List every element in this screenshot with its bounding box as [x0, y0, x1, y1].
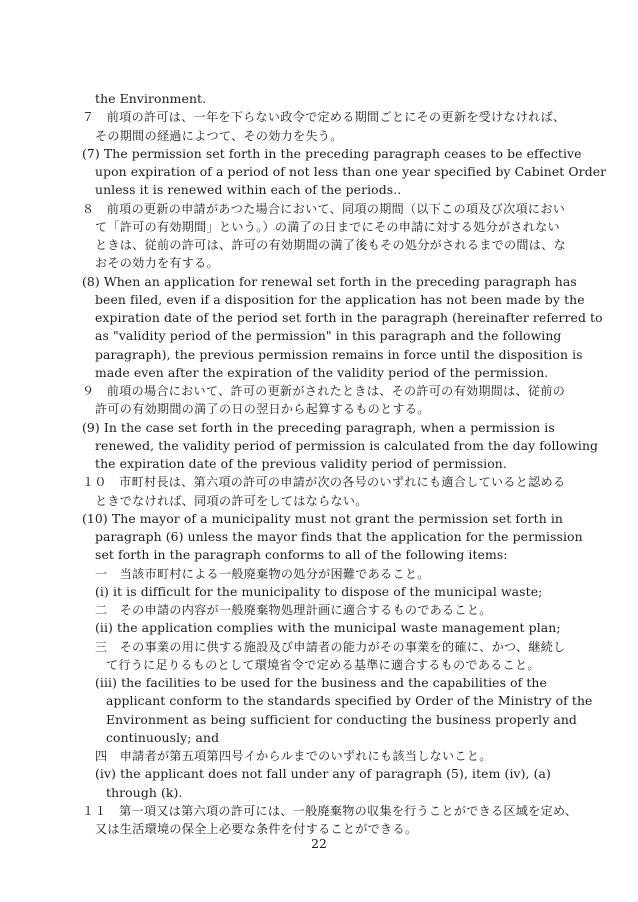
- text-line: 又は生活環境の保全上必要な条件を付することができる。: [95, 822, 418, 836]
- text-line: applicant conform to the standards specified by Order of the Ministry of the: [106, 693, 593, 709]
- text-line: unless it is renewed within each of the periods..: [95, 182, 402, 198]
- text-line: (10) The mayor of a municipality must not grant the permission set forth in: [82, 510, 564, 526]
- text-line: (iv) the applicant does not fall under any of paragraph (5), item (iv), (a): [95, 766, 551, 782]
- text-line: て「許可の有効期間」という。）の満了の日までにその申請に対する処分がされない: [95, 219, 560, 234]
- text-line: ときは、従前の許可は、許可の有効期間の満了後もその処分がされるまでの間は、な: [95, 238, 566, 252]
- text-line: the Environment.: [95, 91, 207, 106]
- text-line: paragraph), the previous permission remains in force until the disposition is: [95, 346, 583, 362]
- text-line: ９ 前項の場合において、許可の更新がされたときは、その許可の有効期間は、従前の: [82, 384, 566, 398]
- text-line: renewed, the validity period of permission is calculated from the day following: [95, 437, 599, 453]
- text-line: １１ 第一項又は第六項の許可には、一般廃棄物の収集を行うことができる区域を定め、: [82, 803, 578, 818]
- page-number: 22: [311, 836, 327, 851]
- text-line: (iii) the facilities to be used for the business and the capabilities of the: [95, 675, 547, 690]
- text-line: expiration date of the period set forth in the paragraph (hereinafter referred to: [95, 310, 603, 325]
- text-line: (9) In the case set forth in the preceding paragraph, when a permission is: [82, 419, 555, 435]
- text-line: (7) The permission set forth in the preceding paragraph ceases to be effective: [82, 145, 582, 161]
- text-line: て行うに足りるものとして環境省令で定める基準に適合するものであること。: [106, 657, 540, 672]
- text-line: 三 その事業の用に供する施設及び申請者の能力がその事業を的確に、かつ、継続し: [95, 639, 566, 654]
- text-line: (i) it is difficult for the municipality to dispose of the municipal waste;: [95, 583, 543, 599]
- text-line: その期間の経過によつて、その効力を失う。: [95, 128, 343, 143]
- text-line: upon expiration of a period of not less than one year specified by Cabinet Order: [95, 164, 607, 179]
- text-line: the expiration date of the previous validity period of permission.: [95, 456, 507, 471]
- text-line: 許可の有効期間の満了の日の翌日から起算するものとする。: [95, 402, 430, 417]
- text-line: (ii) the application complies with the municipal waste management plan;: [95, 620, 561, 636]
- text-line: 四 申請者が第五項第四号イからルまでのいずれにも該当しないこと。: [95, 749, 492, 763]
- text-line: made even after the expiration of the validity period of the permission.: [95, 364, 549, 380]
- text-line: ときでなければ、同項の許可をしてはならない。: [95, 493, 368, 508]
- text-line: (8) When an application for renewal set forth in the preceding paragraph has: [82, 273, 577, 289]
- text-line: １０ 市町村長は、第六項の許可の申請が次の各号のいずれにも適合していると認める: [82, 475, 566, 490]
- text-line: continuously; and: [106, 729, 220, 745]
- text-line: as "validity period of the permission" in this paragraph and the following: [95, 328, 562, 344]
- text-line: been filed, even if a disposition for the application has not been made by the: [95, 291, 585, 307]
- text-line: through (k).: [106, 784, 183, 800]
- text-line: おその効力を有する。: [95, 256, 219, 271]
- text-line: ７ 前項の許可は、一年を下らない政令で定める期間ごとにその更新を受けなければ、: [82, 110, 566, 125]
- text-line: set forth in the paragraph conforms to all of the following items:: [95, 547, 508, 563]
- text-line: 二 その申請の内容が一般廃棄物処理計画に適合するものであること。: [95, 603, 492, 617]
- text-line: ８ 前項の更新の申請があつた場合において、同項の期間（以下この項及び次項におい: [82, 201, 566, 216]
- text-line: 一 当該市町村による一般廃棄物の処分が困難であること。: [95, 566, 430, 581]
- text-line: paragraph (6) unless the mayor finds that the application for the permission: [95, 529, 583, 544]
- text-line: Environment as being sufficient for conducting the business properly and: [106, 711, 577, 727]
